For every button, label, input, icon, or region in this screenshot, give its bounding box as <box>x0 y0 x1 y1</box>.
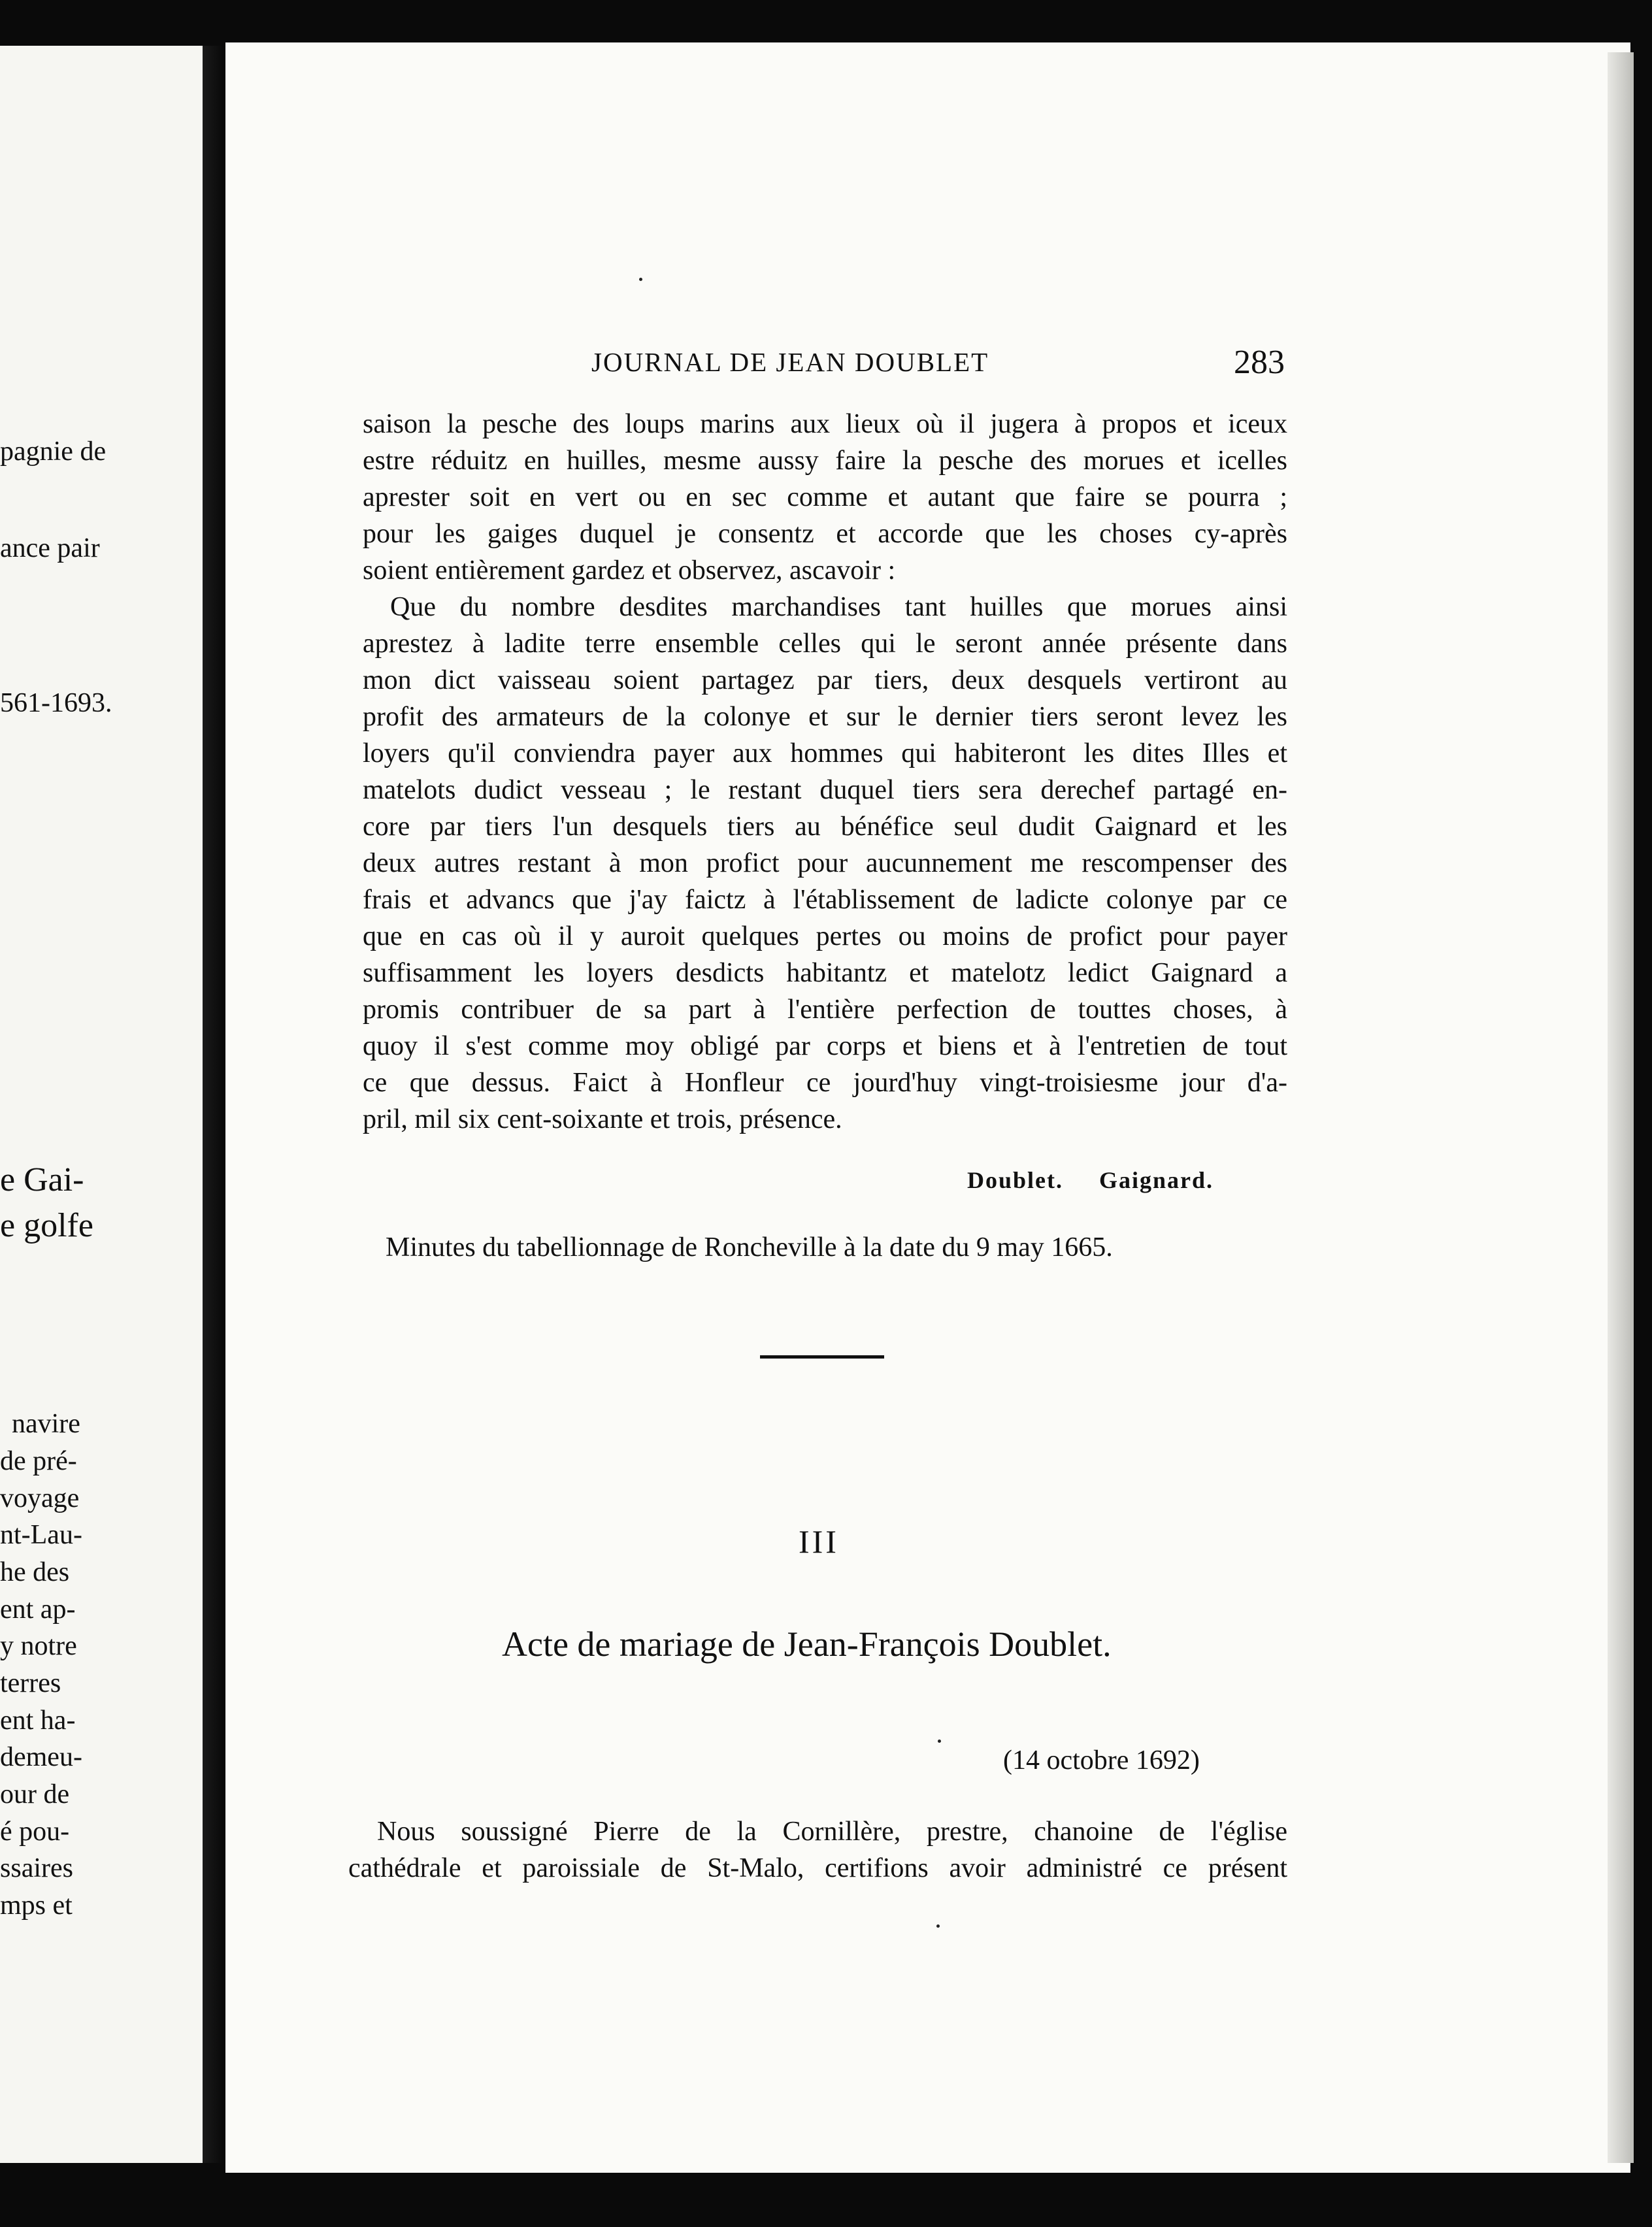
body-line: loyers qu'il conviendra payer aux hommes qui habiteront les dites Illes et <box>363 738 1287 768</box>
signatures <box>967 1166 1214 1194</box>
body-line: quoy il s'est comme moy obligé par corps et biens et à l'entretien de tout <box>363 1031 1287 1061</box>
left-page-fragment: voyage <box>0 1483 80 1513</box>
section-body-line: cathédrale et paroissiale de St-Malo, certifions avoir administré ce présent <box>348 1853 1287 1883</box>
body-line: core par tiers l'un desquels tiers au bénéfice seul dudit Gaignard et les <box>363 812 1287 842</box>
left-page-fragment: de pré- <box>0 1446 77 1476</box>
left-page-fragment: e golfe <box>0 1207 93 1244</box>
left-page-fragment: ent ha- <box>0 1706 76 1736</box>
body-line: Que du nombre desdites marchandises tant huilles que morues ainsi <box>390 592 1287 622</box>
left-page-fragment: é pou- <box>0 1817 70 1847</box>
section-number: III <box>799 1523 839 1560</box>
body-line: deux autres restant à mon profict pour aucunnement me rescompenser des <box>363 848 1287 878</box>
source-note: Minutes du tabellionnage de Roncheville à la date du 9 may 1665. <box>386 1232 1113 1262</box>
page-number: 283 <box>1234 344 1285 381</box>
left-page-fragment: navire <box>12 1409 80 1439</box>
left-page-fragment: nt-Lau- <box>0 1520 82 1550</box>
scan-speck <box>938 1740 941 1743</box>
body-line: frais et advancs que j'ay faictz à l'établissement de ladicte colonye par ce <box>363 885 1287 915</box>
left-page-fragment: ance pair <box>0 533 100 563</box>
body-line: mon dict vaisseau soient partagez par tiers, deux desquels vertiront au <box>363 665 1287 695</box>
body-line: suffisamment les loyers desdicts habitantz et matelotz ledict Gaignard a <box>363 958 1287 988</box>
body-line: saison la pesche des loups marins aux lieux où il jugera à propos et iceux <box>363 409 1287 439</box>
signature-doublet: Doublet. <box>967 1167 1064 1193</box>
scan-speck <box>639 278 642 281</box>
running-head: JOURNAL DE JEAN DOUBLET <box>591 347 989 377</box>
left-page-fragment: terres <box>0 1668 61 1698</box>
left-page-fragment: 561-1693. <box>0 688 112 718</box>
body-line: promis contribuer de sa part à l'entière perfection de touttes choses, à <box>363 995 1287 1025</box>
body-line: pril, mil six cent-soixante et trois, présence. <box>363 1104 842 1134</box>
body-line: matelots dudict vesseau ; le restant duquel tiers sera derechef partagé en- <box>363 775 1287 805</box>
body-line: aprester soit en vert ou en sec comme et autant que faire se pourra ; <box>363 482 1287 512</box>
left-page-fragment: pagnie de <box>0 437 107 467</box>
left-page <box>0 46 203 2163</box>
left-page-fragment: he des <box>0 1557 70 1587</box>
left-page-fragment: e Gai- <box>0 1161 84 1198</box>
left-page-fragment: mps et <box>0 1890 73 1921</box>
book-gutter <box>203 46 229 2163</box>
body-line: ce que dessus. Faict à Honfleur ce jourd'huy vingt-troisiesme jour d'a- <box>363 1068 1287 1098</box>
page-edge-shadow <box>1608 52 1634 2163</box>
left-page-fragment: ent ap- <box>0 1594 76 1625</box>
scan-speck <box>936 1924 940 1928</box>
section-title: Acte de mariage de Jean-François Doublet. <box>502 1625 1112 1664</box>
body-line: estre réduitz en huilles, mesme aussy faire la pesche des morues et icelles <box>363 446 1287 476</box>
section-body-line: Nous soussigné Pierre de la Cornillère, prestre, chanoine de l'église <box>377 1817 1287 1847</box>
signature-gaignard: Gaignard. <box>1099 1167 1214 1193</box>
body-line: aprestez à ladite terre ensemble celles qui le seront année présente dans <box>363 629 1287 659</box>
section-date: (14 octobre 1692) <box>1003 1745 1200 1775</box>
body-line: soient entièrement gardez et observez, ascavoir : <box>363 555 896 586</box>
left-page-fragment: our de <box>0 1779 70 1809</box>
left-page-fragment: demeu- <box>0 1742 82 1772</box>
body-line: pour les gaiges duquel je consentz et accorde que les choses cy-après <box>363 519 1287 549</box>
left-page-fragment: y notre <box>0 1631 77 1661</box>
body-line: profit des armateurs de la colonye et sur le dernier tiers seront levez les <box>363 702 1287 732</box>
left-page-fragment: ssaires <box>0 1853 73 1883</box>
body-line: que en cas où il y auroit quelques pertes ou moins de profict pour payer <box>363 921 1287 951</box>
section-divider <box>760 1355 884 1359</box>
